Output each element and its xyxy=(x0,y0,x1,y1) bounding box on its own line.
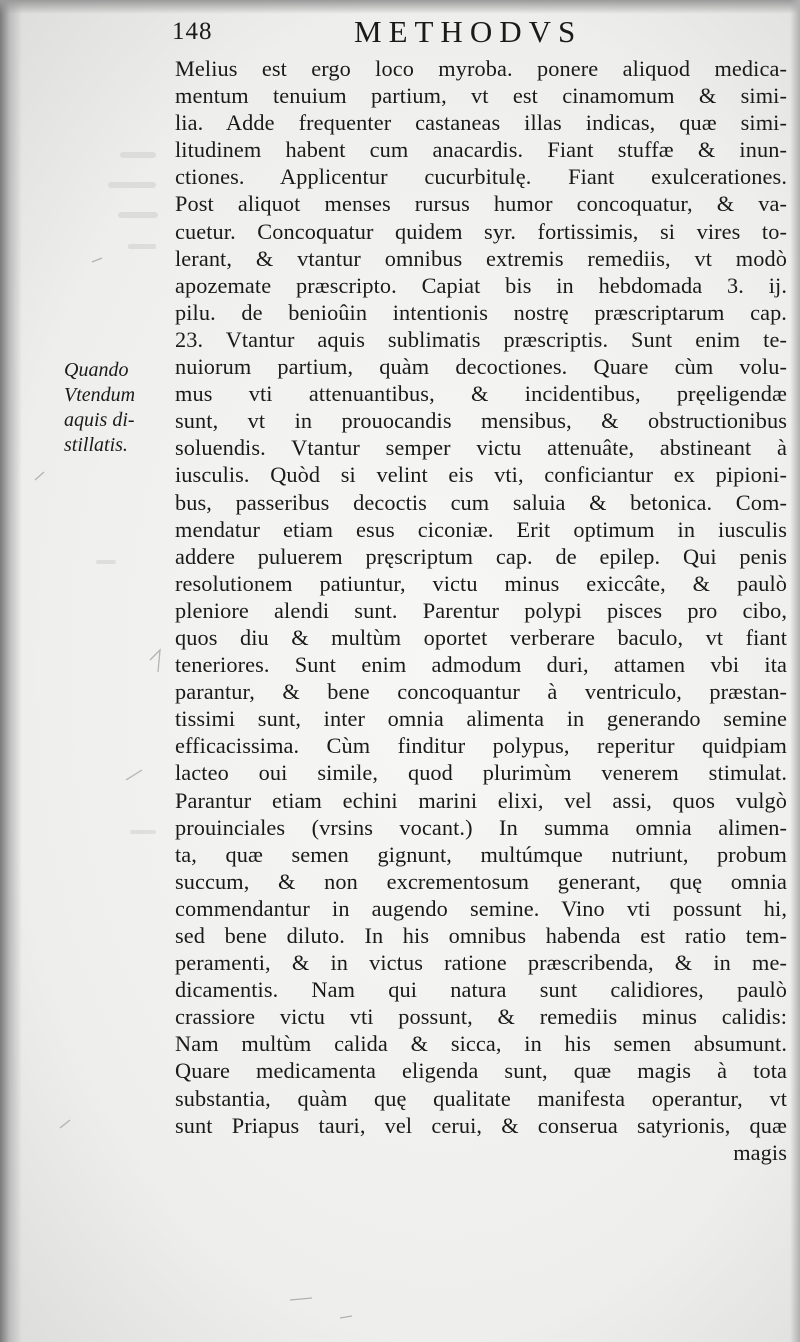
text-line: parantur, & bene concoquantur à ventriculo, præstan- xyxy=(175,679,787,705)
text-line: mentum tenuium partium, vt est cinamomum & simi- xyxy=(175,83,787,109)
text-line: efficacissima. Cùm finditur polypus, reperitur quidpiam xyxy=(175,733,787,759)
text-line: bus, passeribus decoctis cum saluia & betonica. Com- xyxy=(175,489,787,515)
text-line: iusculis. Quòd si velint eis vti, conficiantur ex pipioni- xyxy=(175,462,787,488)
text-line: mendatur etiam esus ciconiæ. Erit optimum in iusculis xyxy=(175,516,787,542)
text-line: apozemate præscripto. Capiat bis in hebdomada 3. ij. xyxy=(175,272,787,298)
catchword: magis xyxy=(733,1139,787,1165)
text-line: mus vti attenuantibus, & incidentibus, pręeligendæ xyxy=(175,381,787,407)
text-line: sunt, vt in prouocandis mensibus, & obstructionibus xyxy=(175,408,787,434)
text-line: succum, & non excrementosum generant, quę omnia xyxy=(175,868,787,894)
text-line: pilu. de benioûin intentionis nostrę præscriptarum cap. xyxy=(175,299,787,325)
text-line: substantia, quàm quę qualitate manifesta operantur, vt xyxy=(175,1085,787,1111)
text-line: nuiorum partium, quàm decoctiones. Quare cùm volu- xyxy=(175,354,787,380)
text-line: Post aliquot menses rursus humor concoquatur, & va- xyxy=(175,191,787,217)
text-line: ctiones. Applicentur cucurbitulę. Fiant exulcerationes. xyxy=(175,164,787,190)
text-line: prouinciales (vrsins vocant.) In summa omnia alimen- xyxy=(175,814,787,840)
running-head xyxy=(172,14,772,52)
text-line: cuetur. Concoquatur quidem syr. fortissimis, si vires to- xyxy=(175,218,787,244)
text-line: pleniore alendi sunt. Parentur polypi pisces pro cibo, xyxy=(175,597,787,623)
marginal-note-line: Vtendum xyxy=(64,384,136,406)
text-line: Melius est ergo loco myroba. ponere aliquod medica- xyxy=(175,56,787,81)
marginal-note-line: Quando xyxy=(64,359,129,381)
text-line: soluendis. Vtantur semper victu attenuâte, abstineant à xyxy=(175,435,787,461)
page-number: 148 xyxy=(172,18,213,45)
running-title: METHODVS xyxy=(354,14,583,49)
text-line: quos diu & multùm oportet verberare baculo, vt fiant xyxy=(175,624,787,650)
text-line: teneriores. Sunt enim admodum duri, attamen vbi ita xyxy=(175,652,787,678)
text-line: resolutionem patiuntur, victu minus exiccâte, & paulò xyxy=(175,570,787,596)
marginal-note-line: stillatis. xyxy=(64,434,128,456)
body-text xyxy=(175,55,787,1166)
text-line: dicamentis. Nam qui natura sunt calidiores, paulò xyxy=(175,977,787,1003)
text-line: litudinem habent cum anacardis. Fiant stuffæ & inun- xyxy=(175,137,787,163)
text-line: Nam multùm calida & sicca, in his semen absumunt. xyxy=(175,1031,787,1057)
text-line: commendantur in augendo semine. Vino vti possunt hi, xyxy=(175,895,787,921)
text-line: addere puluerem pręscriptum cap. de epilep. Qui penis xyxy=(175,543,787,569)
text-line: peramenti, & in victus ratione præscribenda, & in me- xyxy=(175,950,787,976)
marginal-note xyxy=(64,358,174,458)
text-line: tissimi sunt, inter omnia alimenta in generando semine xyxy=(175,706,787,732)
text-line: lerant, & vtantur omnibus extremis remediis, vt modò xyxy=(175,245,787,271)
text-line: sunt Priapus tauri, vel cerui, & conserua satyrionis, quæ xyxy=(175,1112,787,1138)
text-line: Parantur etiam echini marini elixi, vel assi, quos vulgò xyxy=(175,787,787,813)
text-line: Quare medicamenta eligenda sunt, quæ magis à tota xyxy=(175,1058,787,1084)
text-line: sed bene diluto. In his omnibus habenda est ratio tem- xyxy=(175,923,787,948)
text-line: crassiore victu vti possunt, & remediis minus calidis: xyxy=(175,1004,787,1030)
text-line: ta, quæ semen gignunt, multúmque nutriunt, probum xyxy=(175,841,787,867)
text-line: lia. Adde frequenter castaneas illas indicas, quæ simi- xyxy=(175,110,787,136)
text-line: lacteo oui simile, quod plurimùm venerem stimulat. xyxy=(175,760,787,786)
marginal-note-line: aquis di- xyxy=(64,409,135,431)
text-line: 23. Vtantur aquis sublimatis præscriptis. Sunt enim te- xyxy=(175,326,787,352)
